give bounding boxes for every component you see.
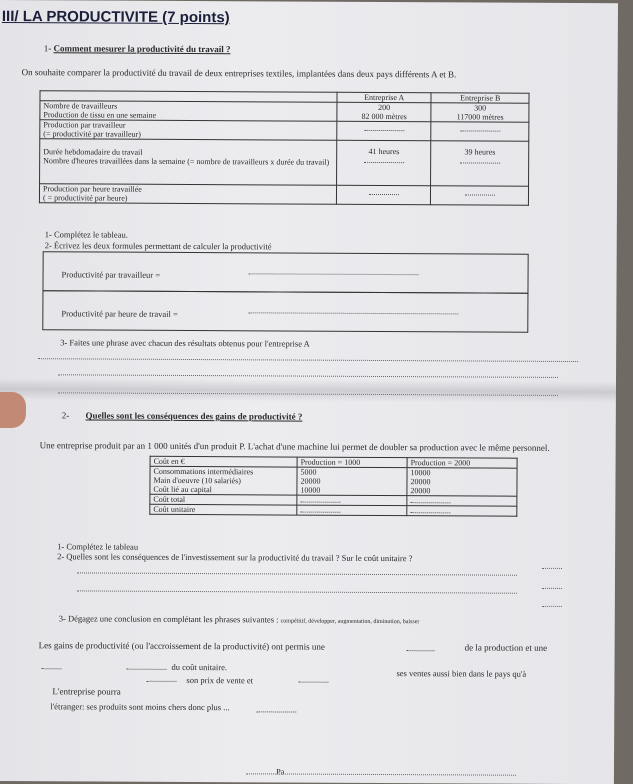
answer-blank[interactable]	[410, 512, 450, 513]
row-label: Production de tissu en une semaine	[43, 110, 157, 120]
table-row	[39, 184, 528, 206]
answer-line[interactable]	[542, 606, 562, 607]
part1-q3: 3- Faites une phrase avec chacun des résultats obtenus pour l'entreprise A	[60, 337, 310, 349]
table1-header-b: Entreprise B	[431, 93, 529, 104]
answer-line[interactable]	[542, 568, 562, 569]
productivity-table	[39, 90, 530, 206]
cell-value: 300	[474, 103, 487, 113]
part1-q1: 1- Complétez le tableau.	[44, 229, 128, 240]
section-title: III/ LA PRODUCTIVITE (7 points)	[1, 8, 230, 27]
part1-heading-number: 1-	[43, 43, 52, 54]
row-label: Consommations intermédiaires	[153, 466, 254, 477]
table1-header-a: Entreprise A	[337, 92, 432, 102]
sentence1-start: Les gains de productivité (ou l'accroissement de la productivité) ont permis une	[38, 640, 325, 652]
answer-blank[interactable]	[460, 162, 500, 163]
cell-value: 10000	[300, 485, 321, 495]
answer-line[interactable]	[542, 588, 562, 589]
part1-q2: 2- Écrivez les deux formules permettant de calculer la productivité	[44, 240, 272, 252]
answer-blank[interactable]	[300, 512, 340, 513]
cell-value: 20000	[410, 486, 431, 496]
answer-blank[interactable]	[460, 130, 500, 131]
fill-blank[interactable]	[298, 682, 328, 683]
table-row	[40, 139, 529, 187]
part1-heading-text: Comment mesurer la productivité du travail ?	[53, 43, 231, 55]
cell-value: 10000	[410, 468, 431, 478]
row-label: Production par heure travaillée	[42, 184, 142, 194]
formula1-label: Productivité par travailleur =	[61, 269, 161, 280]
table-row	[150, 504, 517, 516]
row-label: ( = productivité par heure)	[42, 193, 128, 203]
sentence2-start: L'entreprise pourra	[52, 686, 121, 697]
sentence1-mid: de la production et une	[464, 642, 548, 653]
row-label: Nombre de travailleurs	[43, 101, 118, 111]
part2-intro: Une entreprise produit par an 1 000 unités d'un produit P. L'achat d'une machine lui permet de doubler sa production avec le même personnel.	[39, 440, 550, 453]
formula2-label: Productivité par heure de travail =	[61, 308, 178, 319]
table-row	[150, 466, 517, 496]
part2-heading-text: Quelles sont les conséquences des gains de productivité ?	[85, 410, 303, 422]
row-label: Coût lié au capital	[153, 484, 212, 495]
answer-line[interactable]	[58, 374, 558, 378]
sentence2-end: ses ventes aussi bien dans le pays qu'à	[396, 668, 527, 679]
cost-table	[149, 456, 517, 517]
answer-blank[interactable]	[364, 130, 404, 131]
table2-header: Coût en €	[150, 456, 297, 467]
fill-blank[interactable]	[256, 711, 296, 712]
row-label: Production par travailleur	[43, 120, 126, 130]
part2-q2: 2- Quelles sont les conséquences de l'investissement sur la productivité du travail ? Sur le coût unitaire ?	[57, 551, 413, 564]
answer-blank[interactable]	[369, 194, 399, 195]
answer-line[interactable]	[38, 358, 578, 362]
part1-intro: On souhaite comparer la productivité du travail de deux entreprises textiles, implantées dans deux pays différents A et B.	[21, 67, 457, 80]
row-label: Main d'oeuvre (10 salariés)	[153, 475, 241, 486]
row-label: Durée hebdomadaire du travail	[43, 147, 143, 157]
cell-value: 82 000 mètres	[361, 111, 407, 122]
part1-heading	[44, 43, 231, 54]
fill-blank[interactable]	[407, 650, 435, 651]
row-label: (= productivité par travailleur)	[43, 129, 141, 139]
fill-blank[interactable]	[126, 669, 166, 670]
table-row	[40, 101, 529, 123]
cell-value: 20000	[410, 477, 431, 487]
formula-box-2	[42, 290, 528, 333]
row-label: Nombre d'heures travaillées dans la semaine (= nombre de travailleurs x durée du travail)	[43, 156, 330, 167]
fill-blank[interactable]	[41, 668, 61, 669]
formula-box-1	[42, 251, 528, 294]
formula1-answer-line[interactable]	[249, 273, 419, 275]
cell-value: 41 heures	[368, 146, 400, 157]
word-bank: compétitif, développer, augmentation, diminution, baisser	[280, 618, 420, 626]
part2-q3	[59, 613, 589, 626]
thumb-photo-artifact	[0, 392, 26, 428]
part2-heading	[62, 410, 303, 421]
cell-value: 200	[378, 102, 391, 113]
answer-line[interactable]	[77, 572, 517, 575]
cell-value: 5000	[300, 467, 317, 477]
answer-blank[interactable]	[300, 502, 340, 503]
table-row	[40, 120, 529, 142]
table2-header: Production = 2000	[407, 458, 517, 469]
answer-line[interactable]	[77, 590, 517, 593]
formula2-answer-line[interactable]	[248, 312, 458, 314]
sentence3: l'étranger: ses produits sont moins chers donc plus ...	[50, 701, 230, 713]
part2-heading-number: 2-	[61, 410, 70, 421]
answer-blank[interactable]	[364, 162, 404, 163]
row-label: Coût unitaire	[150, 504, 297, 515]
part2-q3-text: 3- Dégagez une conclusion en complétant les phrases suivantes :	[58, 613, 279, 625]
fill-blank[interactable]	[146, 681, 176, 682]
answer-blank[interactable]	[465, 194, 495, 195]
sentence2-mid: son prix de vente et	[186, 674, 254, 686]
sentence1-end: du coût unitaire.	[171, 661, 228, 673]
table2-header: Production = 1000	[297, 457, 407, 468]
footer-fragment: Pa	[275, 766, 285, 777]
part2-q1: 1- Complétez le tableau	[57, 541, 139, 552]
row-label: Coût total	[150, 494, 297, 505]
cell-value: 20000	[300, 476, 321, 486]
cell-value: 117000 mètres	[456, 112, 504, 122]
cell-value: 39 heures	[464, 147, 496, 157]
answer-blank[interactable]	[410, 502, 450, 503]
paper-fold	[0, 378, 616, 403]
footer-line	[246, 773, 516, 775]
